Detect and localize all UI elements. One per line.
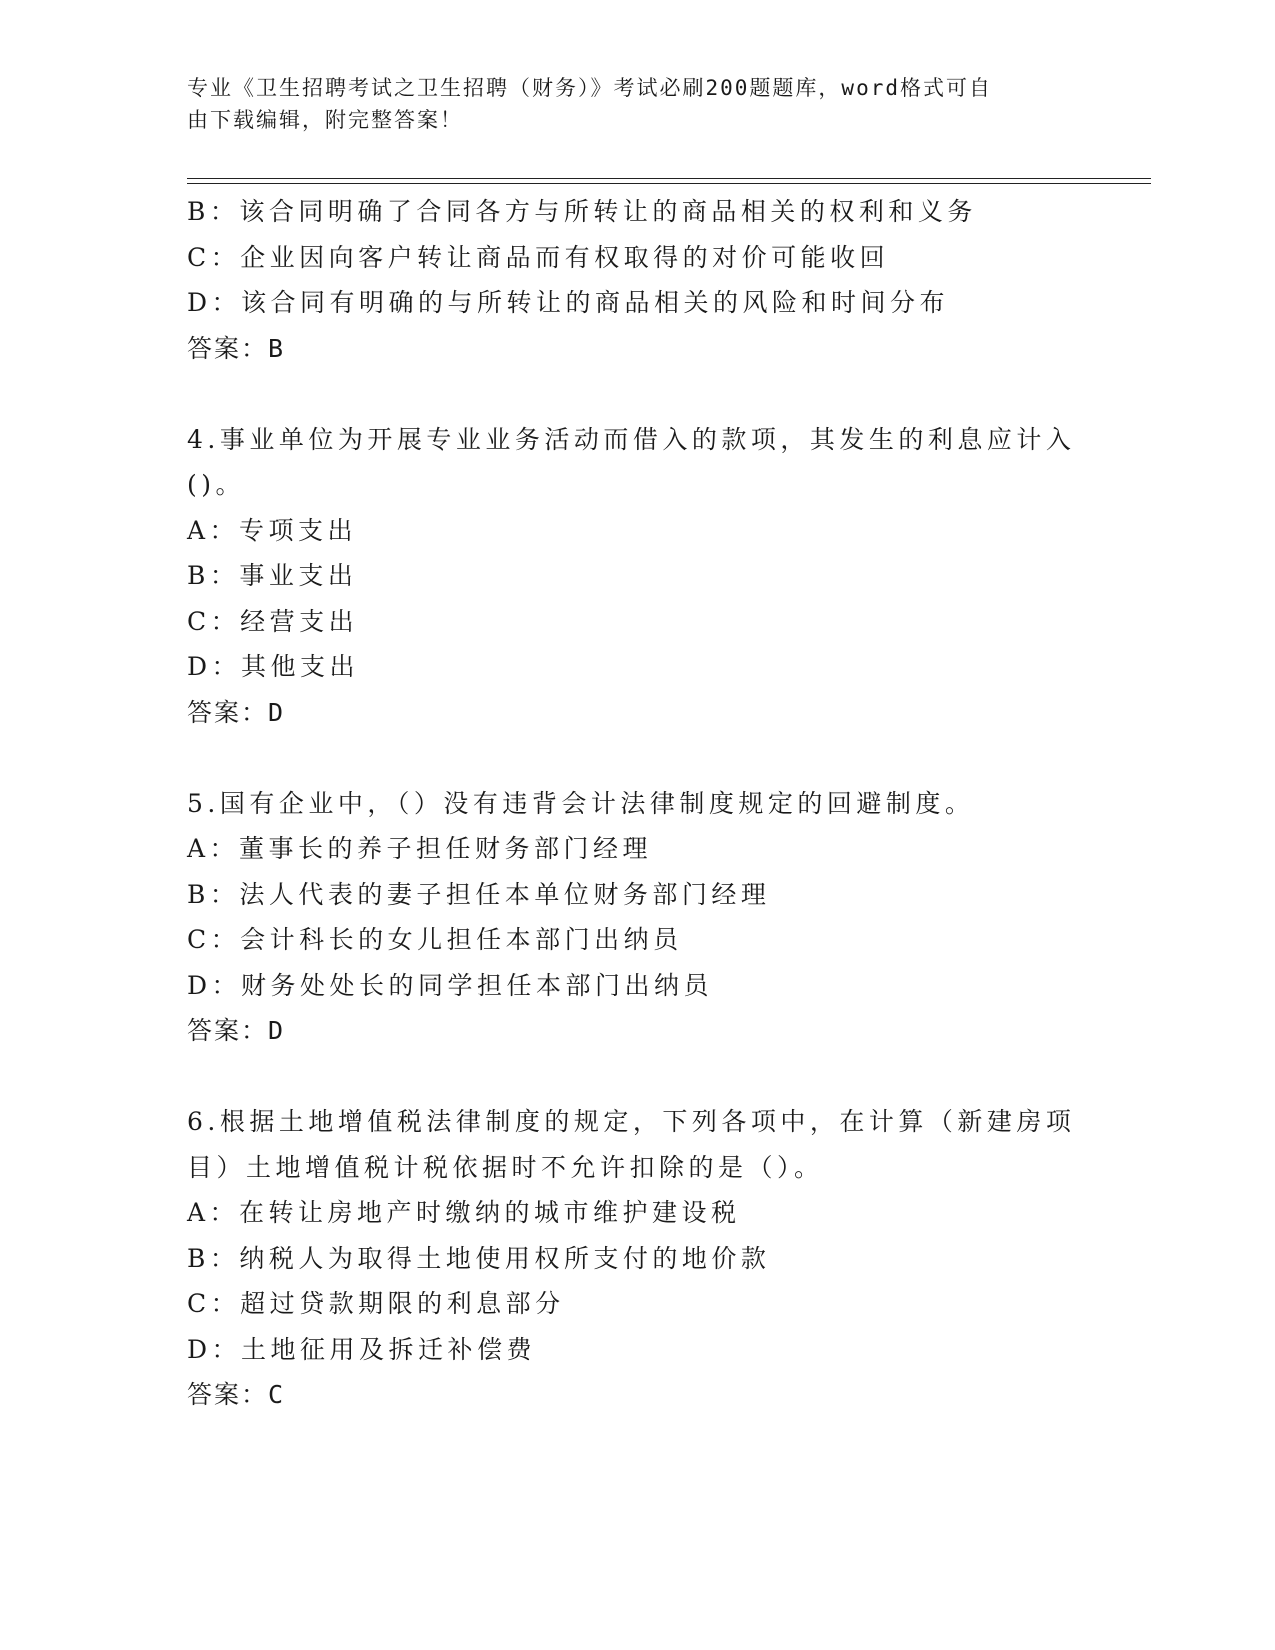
option-a: A：专项支出 — [187, 515, 358, 545]
option-d: D：该合同有明确的与所转让的商品相关的风险和时间分布 — [187, 288, 950, 317]
header-line-2: 由下载编辑，附完整答案！ — [187, 108, 463, 132]
answer-line: 答案：B — [187, 333, 286, 363]
option-c: C：会计科长的女儿担任本部门出纳员 — [187, 925, 683, 954]
question-list — [187, 189, 1087, 1418]
answer-line: 答案：D — [187, 1016, 286, 1045]
option-c: C：企业因向客户转让商品而有权取得的对价可能收回 — [187, 242, 890, 272]
option-c: C：超过贷款期限的利息部分 — [187, 1289, 565, 1318]
document-header — [187, 72, 1067, 136]
question-3 — [187, 189, 1087, 371]
question-stem: 5.国有企业中，（）没有违背会计法律制度规定的回避制度。 — [187, 788, 975, 818]
question-stem: 4.事业单位为开展专业业务活动而借入的款项，其发生的利息应计入 — [187, 424, 1076, 454]
answer-line: 答案：C — [187, 1380, 286, 1409]
option-d: D：土地征用及拆迁补偿费 — [187, 1334, 537, 1364]
answer-line: 答案：D — [187, 697, 286, 727]
question-stem-cont: 目）土地增值税计税依据时不允许扣除的是（）。 — [187, 1152, 824, 1182]
question-stem-cont: ()。 — [187, 470, 246, 499]
header-line-1: 专业《卫生招聘考试之卫生招聘（财务）》考试必刷200题题库，word格式可自 — [187, 76, 992, 100]
option-a: A：在转让房地产时缴纳的城市维护建设税 — [187, 1198, 741, 1227]
option-a: A：董事长的养子担任财务部门经理 — [187, 834, 653, 863]
option-b: B：该合同明确了合同各方与所转让的商品相关的权利和义务 — [187, 197, 977, 226]
header-divider-bottom — [187, 183, 1151, 184]
header-divider-top — [187, 178, 1151, 179]
option-b: B：纳税人为取得土地使用权所支付的地价款 — [187, 1243, 771, 1273]
question-stem: 6.根据土地增值税法律制度的规定，下列各项中，在计算（新建房项 — [187, 1107, 1076, 1136]
spacer — [187, 371, 1087, 417]
option-b: B：事业支出 — [187, 561, 358, 590]
question-5 — [187, 781, 1087, 1054]
question-4 — [187, 417, 1087, 736]
spacer — [187, 1054, 1087, 1100]
spacer — [187, 735, 1087, 781]
option-c: C：经营支出 — [187, 606, 359, 636]
option-d: D：其他支出 — [187, 652, 360, 681]
option-d: D：财务处处长的同学担任本部门出纳员 — [187, 970, 714, 1000]
option-b: B：法人代表的妻子担任本单位财务部门经理 — [187, 879, 771, 909]
question-6 — [187, 1099, 1087, 1418]
